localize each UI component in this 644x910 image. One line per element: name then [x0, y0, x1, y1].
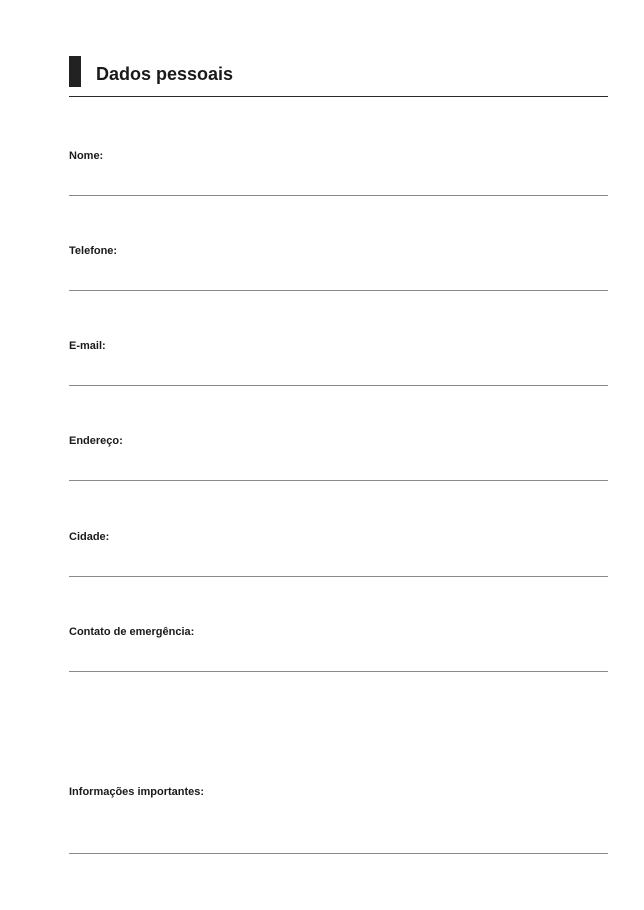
field-informacoes-importantes	[69, 786, 608, 854]
field-label: Informações importantes:	[69, 786, 205, 798]
field-endereco	[69, 435, 608, 481]
field-label: E-mail:	[69, 340, 106, 352]
nome-input-line[interactable]	[69, 195, 608, 196]
endereco-input-line[interactable]	[69, 480, 608, 481]
page-title: Dados pessoais	[96, 64, 234, 84]
cidade-input-line[interactable]	[69, 576, 608, 577]
field-contato-emergencia	[69, 626, 608, 672]
field-label: Cidade:	[69, 531, 110, 543]
section-header	[69, 56, 608, 97]
telefone-input-line[interactable]	[69, 290, 608, 291]
field-label: Nome:	[69, 150, 104, 162]
section-marker	[69, 56, 81, 87]
informacoes-importantes-input-line[interactable]	[69, 853, 608, 854]
field-label: Contato de emergência:	[69, 626, 195, 638]
field-email	[69, 340, 608, 386]
email-input-line[interactable]	[69, 385, 608, 386]
field-label: Endereço:	[69, 435, 123, 447]
field-nome	[69, 150, 608, 196]
field-cidade	[69, 531, 608, 577]
field-label: Telefone:	[69, 245, 118, 257]
contato-emergencia-input-line[interactable]	[69, 671, 608, 672]
field-telefone	[69, 245, 608, 291]
